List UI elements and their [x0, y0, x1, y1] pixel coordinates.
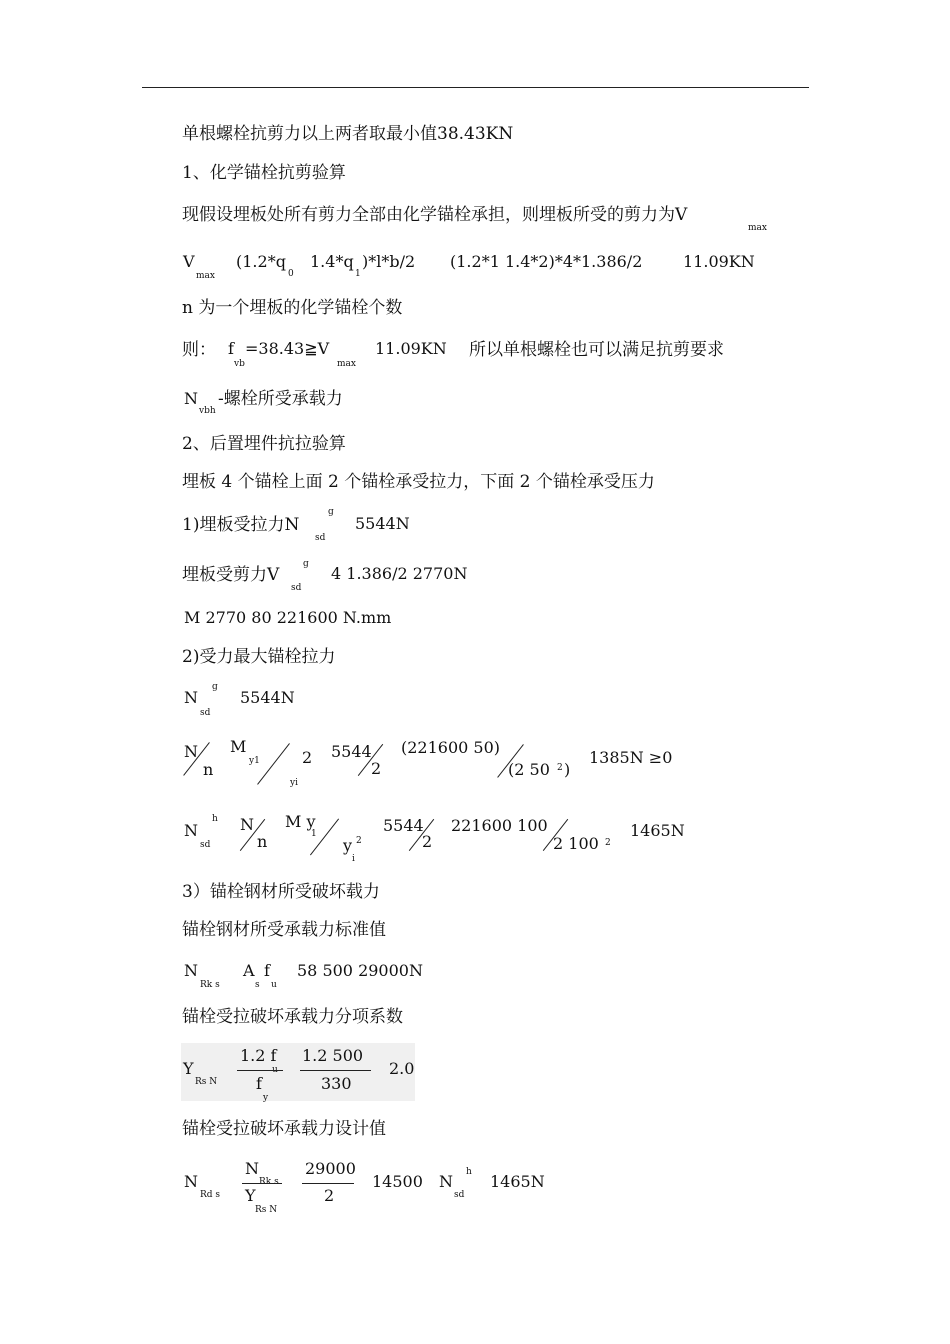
n1-value: 5544N	[240, 688, 295, 707]
eq-part-b: 1.4*q	[310, 252, 354, 271]
n3-sub: sd	[200, 840, 211, 850]
eq-q1-sub: 1	[355, 269, 361, 279]
n2-n-top: N	[184, 742, 198, 761]
shear-label: 埋板受剪力V	[182, 565, 280, 585]
gamma-sub: Rs N	[195, 1077, 218, 1087]
shear-sup: g	[303, 559, 309, 569]
n3-my: M y	[285, 812, 316, 831]
gamma-result: 2.0	[389, 1059, 415, 1078]
gamma-num2: 1.2 500	[302, 1046, 364, 1065]
gamma-y: Y	[183, 1059, 194, 1078]
nrk-f: f	[264, 961, 270, 980]
shear-sub: sd	[291, 583, 302, 593]
nrd-frac-num: N	[245, 1159, 259, 1178]
n3-one: 1	[311, 829, 317, 839]
equation-moment: M 2770 80 221600 N.mm	[184, 608, 392, 627]
n3-c: 2 100	[553, 834, 599, 853]
nvbh-n: N	[184, 389, 198, 408]
vmax-subscript: max	[748, 223, 767, 233]
gamma-u: u	[272, 1065, 278, 1075]
check-label: 则：	[182, 340, 216, 360]
section-heading-shear-check: 1、化学锚栓抗剪验算	[182, 163, 346, 183]
text-line-standard-value: 锚栓钢材所受承载力标准值	[182, 920, 386, 940]
n2-a: 5544	[331, 742, 372, 761]
nrd-n2: N	[439, 1172, 453, 1191]
nrd-frac-num-sub: Rk s	[259, 1177, 279, 1187]
n3-n-bottom: n	[257, 832, 268, 851]
nrd-bar-2	[302, 1183, 354, 1184]
n3-b: 221600 100	[451, 816, 548, 835]
n2-c2: 2	[557, 763, 563, 773]
n1-n: N	[184, 688, 198, 707]
nvbh-sub: vbh	[199, 406, 216, 416]
nrd-den2: 2	[324, 1186, 335, 1205]
nrd-result2: 1465N	[490, 1172, 545, 1191]
n2-result: 1385N ≥0	[589, 748, 673, 767]
gamma-bar-2	[300, 1070, 371, 1071]
eq-result: 11.09KN	[683, 252, 755, 271]
section-heading-tension-check: 2、后置埋件抗拉验算	[182, 434, 346, 454]
gamma-num1: 1.2 f	[240, 1046, 277, 1065]
check-vmax-sub: max	[337, 359, 356, 369]
n3-y: y	[343, 836, 353, 855]
n3-c2: 2	[605, 838, 611, 848]
nrd-sub: Rd s	[200, 1190, 221, 1200]
nrd-n: N	[184, 1172, 198, 1191]
nrk-a-sub: s	[255, 980, 260, 990]
n3-sup: h	[212, 814, 218, 824]
assumption-text: 现假设埋板处所有剪力全部由化学锚栓承担，则埋板所受的剪力为V	[182, 205, 688, 225]
n1-sup: g	[212, 682, 218, 692]
text-line-design-value: 锚栓受拉破坏承载力设计值	[182, 1119, 386, 1139]
n1-sub: sd	[200, 708, 211, 718]
text-line-assumption	[182, 205, 687, 225]
n2-n-bottom: n	[203, 760, 214, 779]
gamma-den1: f	[256, 1074, 262, 1093]
nrd-bar-1	[242, 1183, 282, 1184]
eq-part-a: (1.2*q	[236, 252, 286, 271]
eq-part-c: )*l*b/2	[362, 252, 416, 271]
n3-i: i	[352, 854, 355, 864]
n2-a2: 2	[371, 759, 382, 778]
check-f: f	[228, 339, 234, 358]
gamma-y-sub: y	[263, 1093, 269, 1103]
gamma-bar-1	[237, 1070, 283, 1071]
text-line-min-shear: 单根螺栓抗剪力以上两者取最小值38.43KN	[182, 124, 514, 144]
n2-c: (2 50	[508, 760, 550, 779]
gamma-den2: 330	[321, 1074, 352, 1093]
nrk-a: A	[243, 961, 255, 980]
n3-n: N	[184, 821, 198, 840]
section-heading-max-tension: 2)受力最大锚栓拉力	[182, 647, 336, 667]
n3-two: 2	[356, 836, 362, 846]
n3-n2: N	[240, 815, 254, 834]
check-result: 11.09KN	[375, 339, 447, 358]
tension-label: 1)埋板受拉力N	[182, 515, 300, 535]
n3-result: 1465N	[630, 821, 685, 840]
n2-c3: )	[564, 760, 571, 779]
nrd-num2: 29000	[305, 1159, 356, 1178]
eq-part-d: (1.2*1 1.4*2)*4*1.386/2	[450, 252, 643, 271]
eq-v-sub: max	[196, 271, 215, 281]
nrk-f-sub: u	[271, 980, 277, 990]
n2-yi: yi	[290, 778, 298, 788]
n3-a: 5544	[383, 816, 424, 835]
text-line-n-definition: n 为一个埋板的化学锚栓个数	[182, 298, 403, 318]
nrd-result: 14500	[372, 1172, 423, 1191]
tension-sup: g	[328, 507, 334, 517]
header-rule	[142, 87, 809, 88]
n3-a2: 2	[422, 832, 433, 851]
nrk-n: N	[184, 961, 198, 980]
partial-factor-box	[181, 1043, 415, 1101]
tension-value: 5544N	[355, 514, 410, 533]
section-heading-steel-failure: 3）锚栓钢材所受破坏载力	[182, 882, 380, 902]
eq-q0-sub: 0	[288, 269, 294, 279]
nrd-sup2: h	[466, 1167, 472, 1177]
n2-y1: y1	[249, 756, 260, 766]
nrk-value: 58 500 29000N	[297, 961, 423, 980]
n2-b: (221600 50)	[401, 738, 501, 757]
shear-value: 4 1.386/2 2770N	[331, 564, 468, 583]
nrd-frac-den-sub: Rs N	[255, 1205, 278, 1215]
nrd-frac-den: Y	[245, 1186, 256, 1205]
eq-v: V	[183, 252, 195, 271]
n2-slash-2	[257, 743, 290, 785]
text-line-partial-factor: 锚栓受拉破坏承载力分项系数	[182, 1007, 403, 1027]
tension-sub: sd	[315, 533, 326, 543]
nvbh-text: -螺栓所受承载力	[218, 389, 343, 409]
check-note: 所以单根螺栓也可以满足抗剪要求	[469, 340, 724, 360]
nrd-sub2: sd	[454, 1190, 465, 1200]
n2-two: 2	[302, 748, 313, 767]
nrk-sub: Rk s	[200, 980, 220, 990]
check-f-sub: vb	[234, 359, 245, 369]
n2-m: M	[230, 737, 247, 756]
text-line-plate-anchors: 埋板 4 个锚栓上面 2 个锚栓承受拉力，下面 2 个锚栓承受压力	[182, 472, 655, 492]
check-value: =38.43≧V	[245, 339, 330, 358]
